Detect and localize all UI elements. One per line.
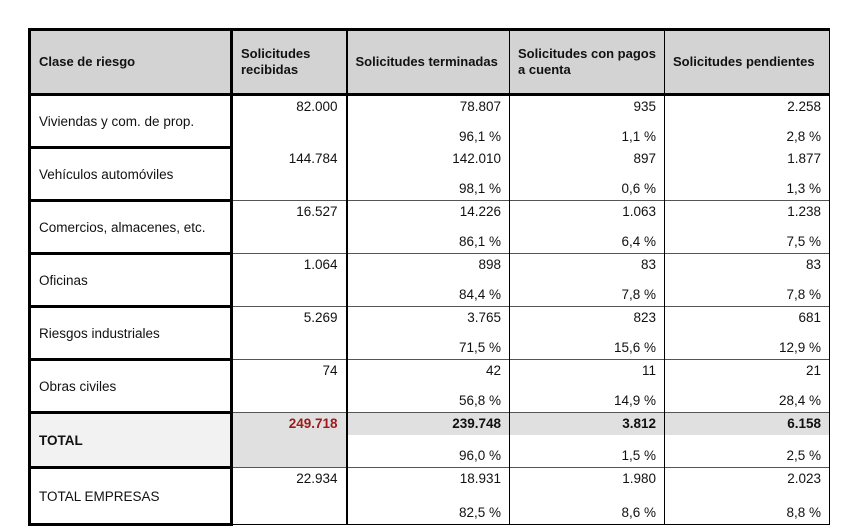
pct-pagos: 8,6 % (621, 505, 656, 520)
cell-pagos-total (510, 413, 665, 468)
cell-recibidas (232, 148, 347, 201)
pct-terminadas: 98,1 % (458, 181, 501, 196)
value-pendientes: 1.238 (787, 204, 821, 219)
cell-recibidas (232, 307, 347, 360)
value-recibidas: 5.269 (303, 310, 338, 325)
cell-pendientes (665, 360, 830, 413)
pct-pagos: 7,8 % (621, 287, 656, 302)
pct-pagos: 6,4 % (621, 234, 656, 249)
cell-terminadas (347, 95, 510, 148)
pct-pagos: 1,1 % (621, 128, 656, 144)
pct-pagos: 0,6 % (621, 181, 656, 196)
pct-terminadas: 82,5 % (458, 505, 501, 520)
pct-pendientes: 7,8 % (786, 287, 821, 302)
table-row-total (30, 413, 830, 468)
column-header-solicitudes-con-pagos: Solicitudes con pagos a cuenta (510, 30, 665, 95)
pct-terminadas: 86,1 % (458, 234, 501, 249)
cell-pendientes-total (665, 413, 830, 468)
table-row-comercios (30, 201, 830, 254)
value-terminadas: 898 (478, 257, 501, 272)
value-terminadas: 142.010 (452, 150, 501, 166)
row-label-total: TOTAL (30, 413, 232, 468)
table-row-total-empresas (30, 468, 830, 525)
pct-pendientes-total: 2,5 % (786, 448, 821, 463)
pct-pagos: 14,9 % (613, 393, 656, 408)
value-recibidas: 1.064 (303, 257, 338, 272)
row-label: Obras civiles (30, 360, 232, 413)
cell-pagos (510, 307, 665, 360)
pct-terminadas: 71,5 % (458, 340, 501, 355)
pct-pendientes: 28,4 % (778, 393, 821, 408)
row-label: Riesgos industriales (30, 307, 232, 360)
table-row-obras-civiles (30, 360, 830, 413)
cell-pendientes (665, 468, 830, 525)
table-row-viviendas (30, 95, 830, 148)
cell-recibidas (232, 468, 347, 525)
cell-terminadas (347, 468, 510, 525)
table-row-riesgos-industriales (30, 307, 830, 360)
value-pendientes-total: 6.158 (665, 413, 829, 435)
value-pendientes: 681 (798, 310, 821, 325)
column-header-solicitudes-recibidas: Solicitudes recibidas (232, 30, 347, 95)
value-recibidas: 74 (322, 363, 338, 378)
cell-pagos (510, 95, 665, 148)
row-label-total-empresas: TOTAL EMPRESAS (30, 468, 232, 525)
cell-terminadas (347, 307, 510, 360)
claims-by-risk-class-table (28, 28, 830, 526)
cell-pagos (510, 468, 665, 525)
value-recibidas-total: 249.718 (288, 416, 338, 431)
row-label: Vehículos automóviles (30, 148, 232, 201)
row-label: Comercios, almacenes, etc. (30, 201, 232, 254)
value-pendientes: 83 (805, 257, 821, 272)
pct-terminadas-total: 96,0 % (458, 448, 501, 463)
pct-pagos: 15,6 % (613, 340, 656, 355)
value-pagos: 823 (633, 310, 656, 325)
pct-pagos-total: 1,5 % (621, 448, 656, 463)
value-terminadas-total: 239.748 (348, 413, 510, 435)
column-header-solicitudes-pendientes: Solicitudes pendientes (665, 30, 830, 95)
cell-pendientes (665, 148, 830, 201)
header-row (30, 30, 830, 95)
cell-terminadas-total (347, 413, 510, 468)
value-pagos-total: 3.812 (510, 413, 664, 435)
pct-pendientes: 12,9 % (778, 340, 821, 355)
table-row-vehiculos (30, 148, 830, 201)
cell-pagos (510, 201, 665, 254)
value-pagos: 11 (641, 363, 656, 378)
value-terminadas: 42 (485, 363, 501, 378)
value-recibidas: 22.934 (296, 471, 338, 486)
pct-pendientes: 1,3 % (786, 181, 821, 196)
cell-pagos (510, 148, 665, 201)
value-pendientes: 2.258 (787, 99, 821, 114)
value-pagos: 1.980 (622, 471, 656, 486)
cell-recibidas (232, 201, 347, 254)
value-terminadas: 14.226 (459, 204, 501, 219)
cell-recibidas (232, 95, 347, 148)
cell-pagos (510, 360, 665, 413)
pct-pendientes: 2,8 % (786, 128, 821, 144)
cell-recibidas-total (232, 413, 347, 468)
value-recibidas: 82.000 (296, 99, 338, 114)
value-recibidas: 144.784 (288, 150, 338, 166)
value-pagos: 935 (633, 99, 656, 114)
row-label: Oficinas (30, 254, 232, 307)
cell-recibidas (232, 254, 347, 307)
cell-terminadas (347, 254, 510, 307)
pct-terminadas: 96,1 % (458, 128, 501, 144)
value-recibidas: 16.527 (296, 204, 338, 219)
column-header-solicitudes-terminadas: Solicitudes terminadas (347, 30, 510, 95)
cell-pendientes (665, 307, 830, 360)
cell-pagos (510, 254, 665, 307)
cell-pendientes (665, 95, 830, 148)
value-pagos: 83 (640, 257, 656, 272)
value-pendientes: 1.877 (787, 150, 821, 166)
value-pagos: 897 (633, 150, 656, 166)
pct-pendientes: 8,8 % (786, 505, 821, 520)
table-row-oficinas (30, 254, 830, 307)
value-terminadas: 78.807 (459, 99, 501, 114)
pct-terminadas: 84,4 % (458, 287, 501, 302)
cell-terminadas (347, 360, 510, 413)
value-pendientes: 21 (805, 363, 821, 378)
value-pendientes: 2.023 (787, 471, 821, 486)
cell-terminadas (347, 148, 510, 201)
value-terminadas: 18.931 (459, 471, 501, 486)
value-pagos: 1.063 (622, 204, 656, 219)
column-header-clase-de-riesgo: Clase de riesgo (30, 30, 232, 95)
cell-pendientes (665, 201, 830, 254)
row-label: Viviendas y com. de prop. (30, 95, 232, 148)
cell-pendientes (665, 254, 830, 307)
pct-terminadas: 56,8 % (458, 393, 501, 408)
value-terminadas: 3.765 (467, 310, 501, 325)
pct-pendientes: 7,5 % (786, 234, 821, 249)
cell-terminadas (347, 201, 510, 254)
cell-recibidas (232, 360, 347, 413)
